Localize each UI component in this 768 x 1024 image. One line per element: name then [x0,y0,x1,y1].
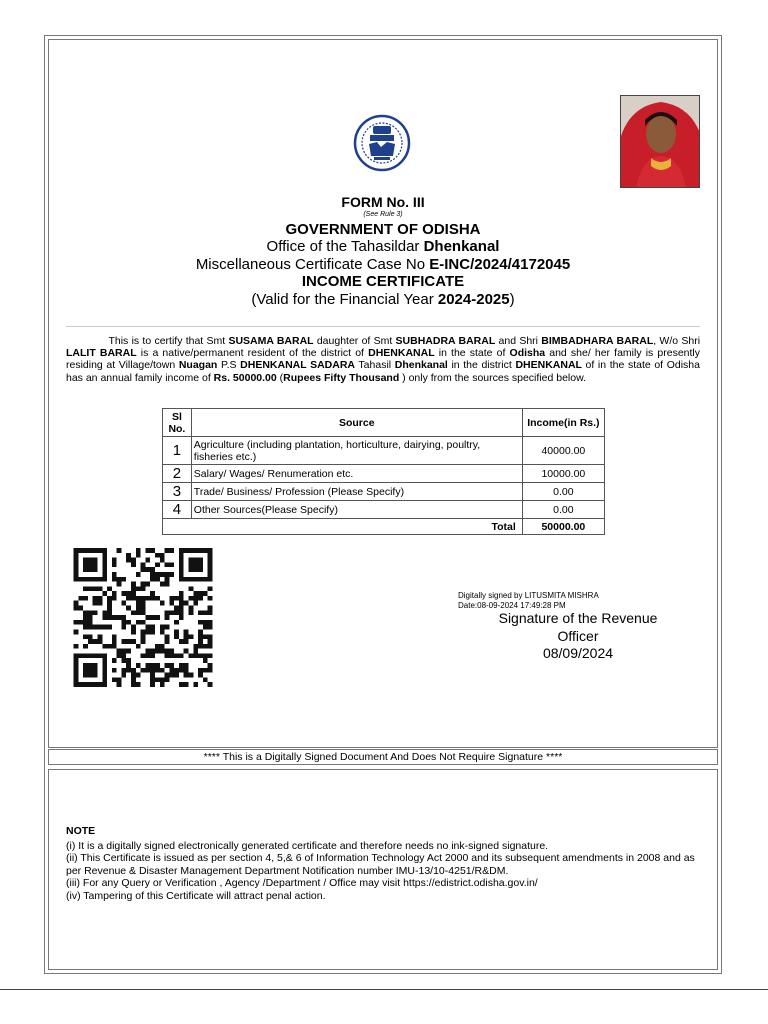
table-total-row [163,519,605,535]
body-text: ) only from the sources specified below. [399,371,587,384]
body-text: and Shri [495,335,538,347]
body-text: P.S [217,359,241,372]
row-income: 40000.00 [522,437,604,465]
note-item: (iii) For any Query or Verification , Agency /Department / Office may visit https://edistrict.odisha.gov.in/ [66,877,538,889]
validity-line [60,291,706,308]
mother-name: SUBHADRA BARAL [395,335,496,347]
case-line [60,256,706,273]
digital-signature-stamp [458,591,599,611]
income-amount: Rs. 50000.00 [213,371,277,384]
row-source: Trade/ Business/ Profession (Please Specify) [191,483,522,501]
row-no: 4 [163,501,192,519]
total-label: Total [163,519,523,535]
table-row [163,465,605,483]
body-text: daughter of Smt [313,335,393,347]
page-bottom-line [0,989,768,990]
qr-code [70,548,216,687]
row-income: 0.00 [522,501,604,519]
row-no: 3 [163,483,192,501]
table-header-row [163,409,605,437]
rule-reference: (See Rule 3) [363,211,403,218]
father-name: BIMBADHARA BARAL [541,335,654,347]
row-no: 2 [163,465,192,483]
income-words: Rupees Fifty Thousand [283,371,400,384]
body-text: ( [276,371,284,384]
police-station: DHENKANAL SADARA [240,359,355,372]
digital-signed-by: Digitally signed by LITUSMITA MISHRA [458,591,599,600]
form-number: FORM No. III [341,194,425,210]
body-text: in the district [447,359,516,372]
husband-name: LALIT BARAL [66,347,137,360]
digital-sign-notice: **** This is a Digitally Signed Document And Does Not Require Signature **** [48,749,718,765]
district-name-2: DHENKANAL [515,359,582,372]
row-source: Salary/ Wages/ Renumeration etc. [191,465,522,483]
valid-prefix: (Valid for the Financial Year [251,291,438,308]
body-text: and she/ her family is presently residing at Village/town [66,347,701,372]
office-name: Dhenkanal [423,238,500,255]
office-prefix: Office of the Tahasildar [266,238,424,255]
income-table [162,408,605,535]
district-name: DHENKANAL [368,347,435,360]
header-source: Source [191,409,522,437]
divider [66,326,700,327]
office-line [60,238,706,255]
row-source: Other Sources(Please Specify) [191,501,522,519]
signature-block [478,610,678,663]
row-no: 1 [163,437,192,465]
case-number: E-INC/2024/4172045 [429,256,571,273]
body-text: This is to certify that Smt [108,335,226,347]
body-text: Tahasil [355,359,395,372]
certificate-title: INCOME CERTIFICATE [301,273,465,290]
total-value: 50000.00 [522,519,604,535]
applicant-name: SUSAMA BARAL [228,335,314,347]
applicant-photo [620,95,700,188]
valid-year: 2024-2025 [437,291,510,308]
body-text: , W/o Shri [653,335,701,347]
signature-date: 08/09/2024 [542,645,614,661]
village-name: Nuagan [178,359,218,372]
note-item: (iv) Tampering of this Certificate will attract penal action. [66,889,326,902]
body-text: is a native/permanent resident of the district of [136,347,364,360]
note-title: NOTE [66,825,96,837]
table-row [163,501,605,519]
valid-suffix: ) [509,291,515,308]
note-item: (ii) This Certificate is issued as per section 4, 5,& 6 of Information Technology Act 2000 and its subsequent amendments in 2008 and as per Revenue & Disaster Management Department Notification number IMU-13/10-4251/R&DM. [66,852,695,877]
body-text: of in the state of Odisha has an annual family income of [66,359,700,384]
table-row [163,483,605,501]
certificate-body [66,335,700,384]
signature-title-line1: Signature of the Revenue [498,610,658,626]
note-section [66,825,706,902]
digital-sign-date: Date:08-09-2024 17:49:28 PM [458,601,566,610]
row-source: Agriculture (including plantation, horticulture, dairying, poultry, fisheries etc.) [191,437,522,465]
body-text: in the state of [434,347,506,360]
case-prefix: Miscellaneous Certificate Case No [195,256,430,273]
header-income: Income(in Rs.) [522,409,604,437]
note-item: (i) It is a digitally signed electronically generated certificate and therefore needs no ink-signed signature. [66,839,549,852]
row-income: 0.00 [522,483,604,501]
odisha-emblem-icon [353,114,411,172]
tahasil-name: Dhenkanal [394,359,448,372]
header-sl-no: Sl No. [163,409,192,437]
signature-title-line2: Officer [557,627,599,644]
government-title: GOVERNMENT OF ODISHA [285,221,481,238]
table-row [163,437,605,465]
state-name: Odisha [509,347,546,360]
row-income: 10000.00 [522,465,604,483]
